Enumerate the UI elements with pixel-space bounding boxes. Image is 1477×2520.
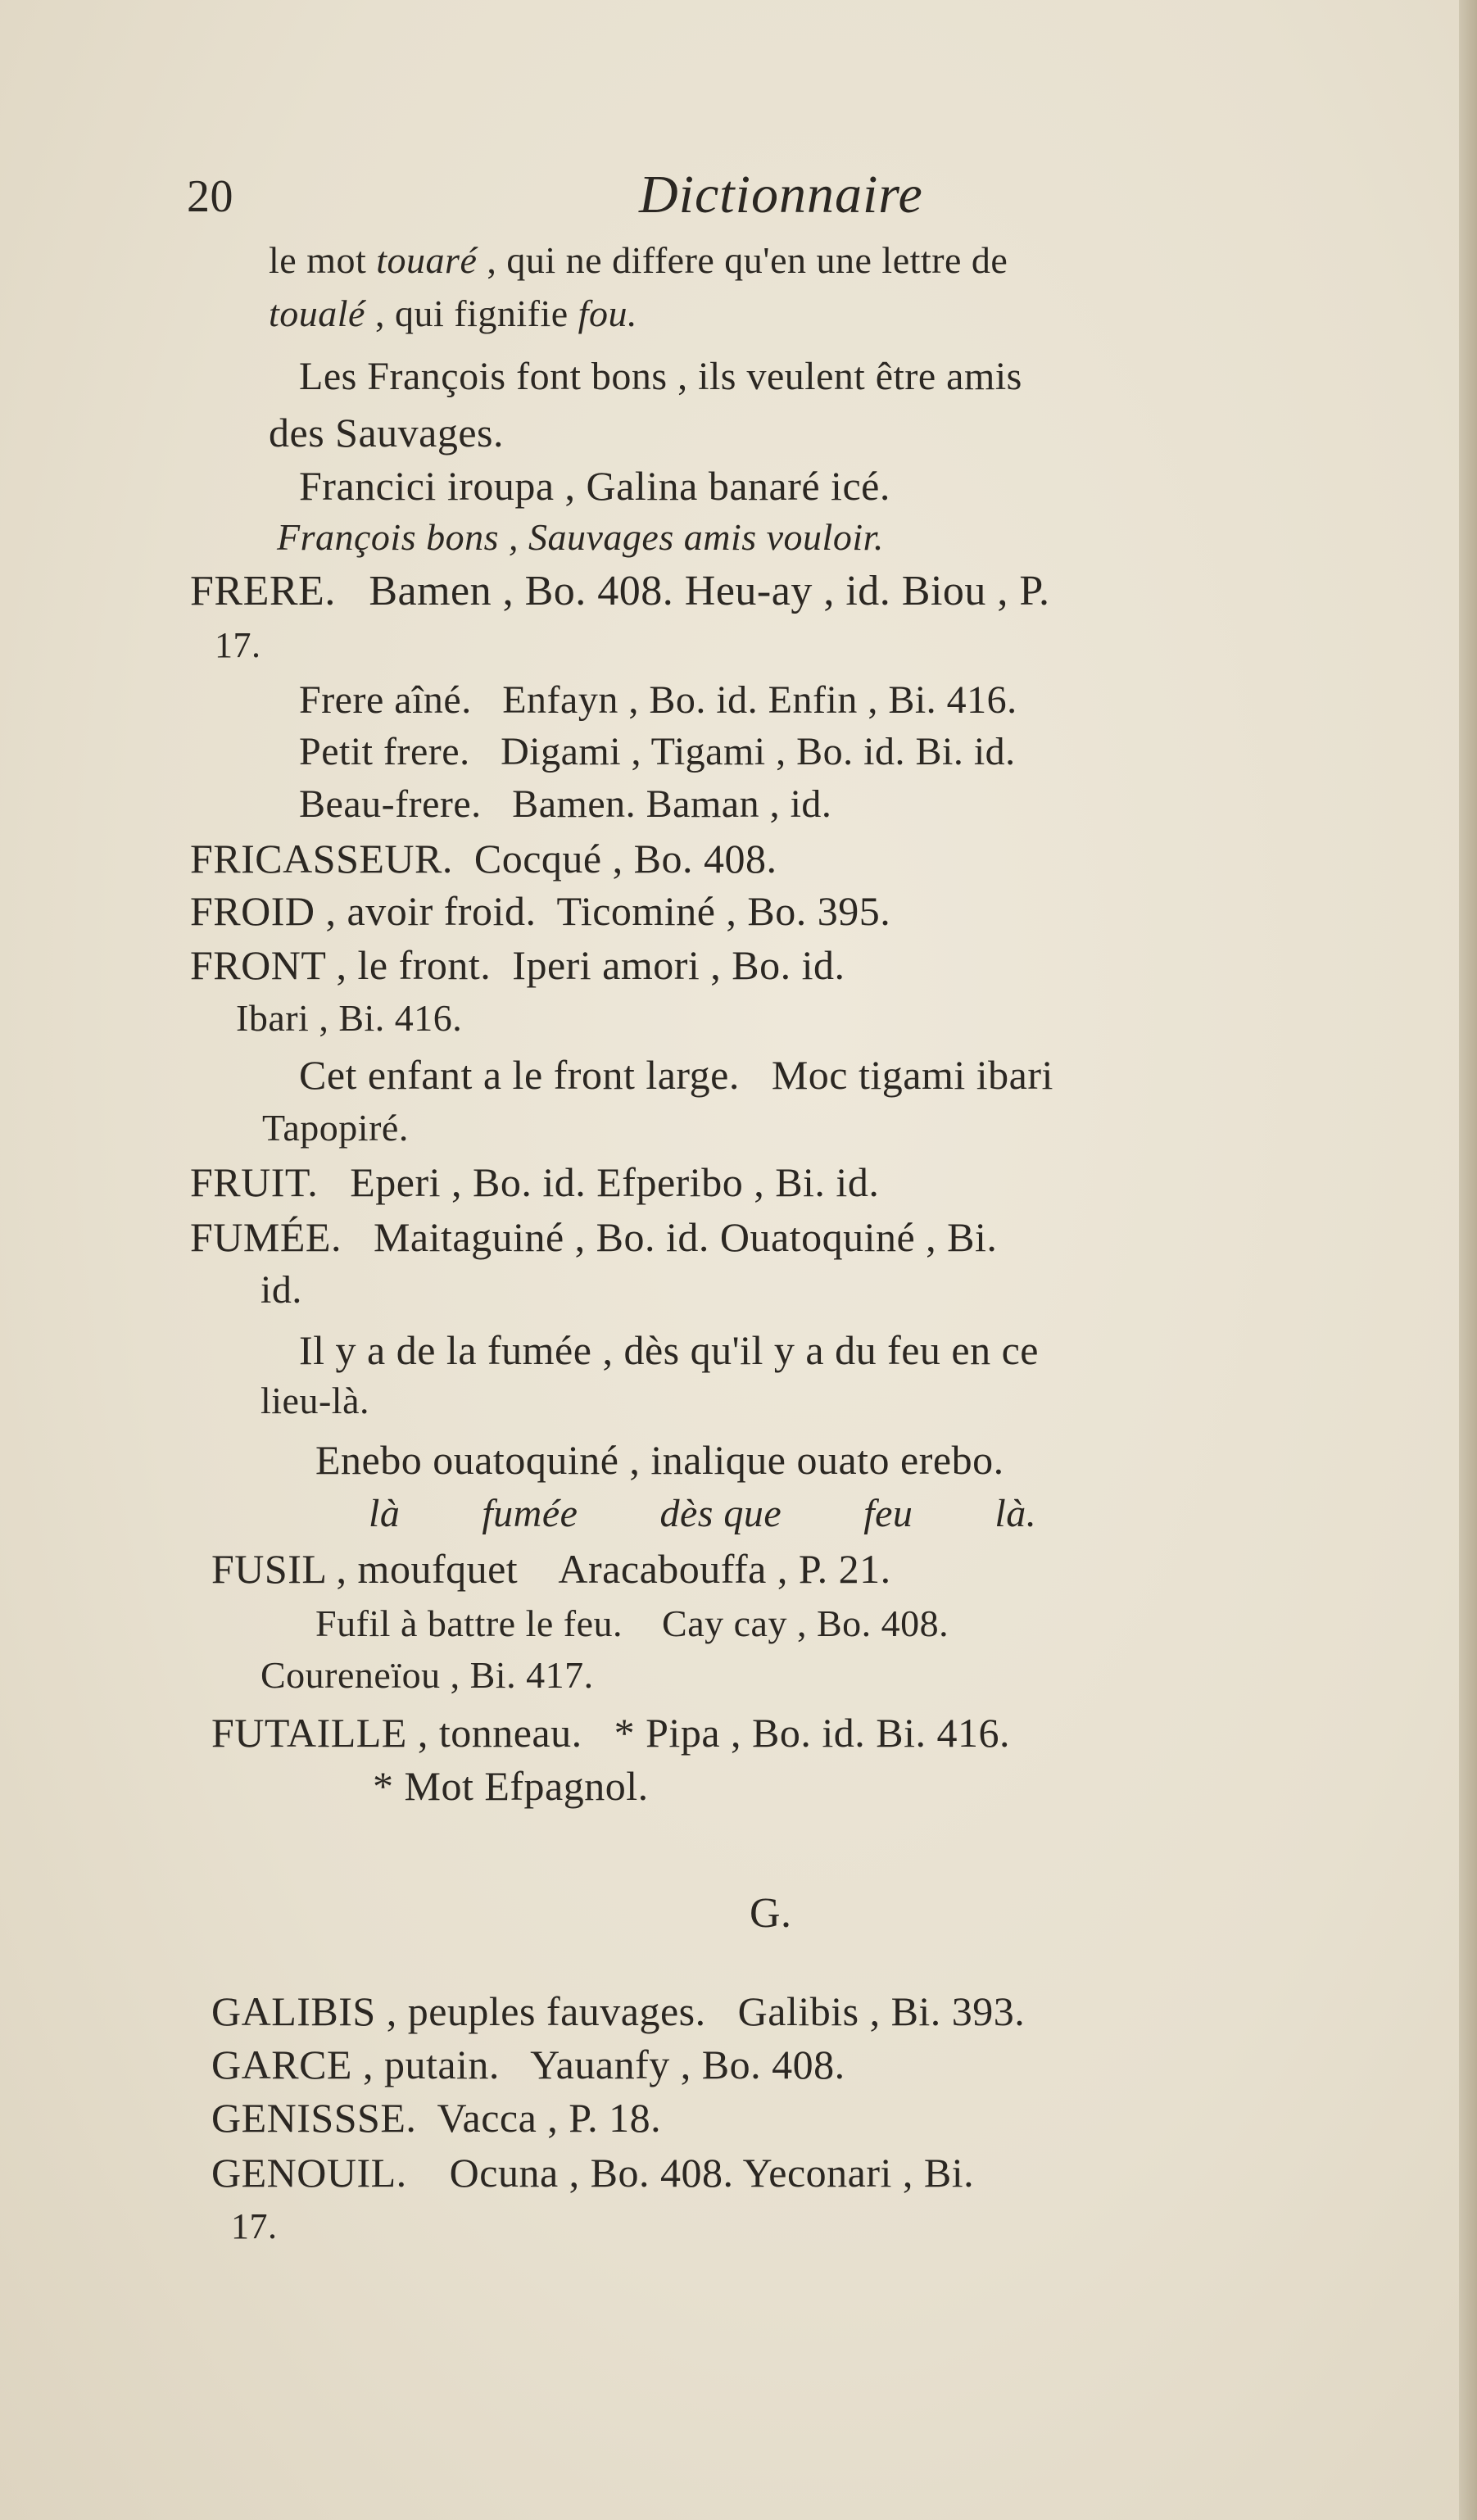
text-line <box>299 461 890 510</box>
text-line <box>211 2040 845 2089</box>
text-segment: lieu-là. <box>261 1380 369 1421</box>
text-segment: G. <box>750 1890 792 1937</box>
text-segment: Petit frere. Digami , Tigami , Bo. id. Bi. id. <box>299 730 1016 773</box>
text-segment: FROID , avoir froid. Ticominé , Bo. 395. <box>190 888 891 934</box>
text-segment: 17. <box>215 625 261 665</box>
text-segment: GALIBIS , peuples fauvages. Galibis , Bi. 393. <box>211 1988 1026 2034</box>
text-line <box>299 780 831 829</box>
text-segment: * Mot Efpagnol. <box>373 1763 649 1809</box>
text-segment: Les François font bons , ils veulent être amis <box>299 355 1022 398</box>
italic-text: toualé <box>269 292 365 334</box>
page-number: 20 <box>187 171 233 222</box>
text-line <box>211 2093 661 2142</box>
text-segment: Fufil à battre le feu. Cay cay , Bo. 408. <box>315 1602 949 1644</box>
text-line <box>277 513 884 562</box>
text-segment: FRUIT. Eperi , Bo. id. Efperibo , Bi. id. <box>190 1159 880 1205</box>
text-segment: , qui ne differe qu'en une lettre de <box>477 239 1008 281</box>
text-segment: Enebo ouatoquiné , inalique ouato erebo. <box>315 1437 1004 1483</box>
text-segment: FRICASSEUR. Cocqué , Bo. 408. <box>190 836 777 882</box>
text-segment: FUTAILLE , tonneau. * Pipa , Bo. id. Bi. 416. <box>211 1710 1010 1756</box>
text-line <box>211 2148 974 2197</box>
text-line <box>190 1212 997 1262</box>
text-line <box>231 2202 278 2251</box>
text-line <box>315 1435 1004 1484</box>
text-segment: FUSIL , moufquet Aracabouffa , P. 21. <box>211 1546 891 1592</box>
text-segment: Coureneïou , Bi. 417. <box>261 1654 594 1696</box>
text-line <box>299 676 1017 725</box>
text-line <box>269 408 504 457</box>
text-segment: 17. <box>231 2206 278 2246</box>
text-line <box>369 1489 1036 1539</box>
text-line <box>299 727 1016 777</box>
text-line <box>261 1266 302 1315</box>
italic-text: là fumée dès que feu là. <box>369 1492 1037 1535</box>
page-edge <box>1459 0 1477 2520</box>
text-segment: Beau-frere. Bamen. Baman , id. <box>299 782 832 826</box>
text-line <box>261 1376 369 1425</box>
text-segment: Frere aîné. Enfayn , Bo. id. Enfin , Bi. 416. <box>299 678 1017 722</box>
text-line <box>190 567 1050 616</box>
text-line <box>211 1544 891 1593</box>
text-line <box>269 236 1008 285</box>
running-head: Dictionnaire <box>639 165 923 224</box>
text-segment: le mot <box>269 239 377 281</box>
italic-text: François bons , Sauvages amis vouloir. <box>277 516 884 558</box>
text-segment: Ibari , Bi. 416. <box>236 997 463 1039</box>
italic-text: fou. <box>578 292 637 334</box>
text-segment: Cet enfant a le front large. Moc tigami ibari <box>299 1052 1053 1098</box>
text-segment: Francici iroupa , Galina banaré icé. <box>299 463 890 509</box>
text-line <box>299 1326 1039 1375</box>
text-line <box>211 1708 1010 1757</box>
text-segment: Tapopiré. <box>262 1107 409 1149</box>
text-segment: des Sauvages. <box>269 410 504 456</box>
text-line <box>262 1104 409 1153</box>
text-segment: FRERE. Bamen , Bo. 408. Heu-ay , id. Biou , P. <box>190 568 1050 614</box>
text-line <box>190 834 777 883</box>
text-segment: id. <box>261 1268 302 1312</box>
text-line <box>190 886 890 936</box>
text-segment: Il y a de la fumée , dès qu'il y a du feu en ce <box>299 1327 1039 1373</box>
text-line <box>315 1599 949 1648</box>
text-line <box>299 1050 1053 1099</box>
text-line <box>236 994 462 1043</box>
text-line <box>190 1158 879 1207</box>
text-line <box>211 1987 1025 2036</box>
text-line <box>750 1889 792 1938</box>
text-segment: GARCE , putain. Yauanfy , Bo. 408. <box>211 2042 845 2087</box>
text-line <box>373 1761 649 1811</box>
text-segment: FRONT , le front. Iperi amori , Bo. id. <box>190 942 845 988</box>
text-segment: GENOUIL. Ocuna , Bo. 408. Yeconari , Bi. <box>211 2150 975 2196</box>
text-line <box>299 352 1022 401</box>
text-line <box>215 621 261 670</box>
text-segment: , qui fignifie <box>365 292 578 334</box>
text-segment: GENISSSE. Vacca , P. 18. <box>211 2095 662 2141</box>
text-line <box>190 940 845 990</box>
text-line <box>269 289 637 338</box>
text-segment: FUMÉE. Maitaguiné , Bo. id. Ouatoquiné , Bi. <box>190 1214 998 1260</box>
italic-text: touaré <box>376 239 478 281</box>
text-line <box>261 1651 594 1700</box>
